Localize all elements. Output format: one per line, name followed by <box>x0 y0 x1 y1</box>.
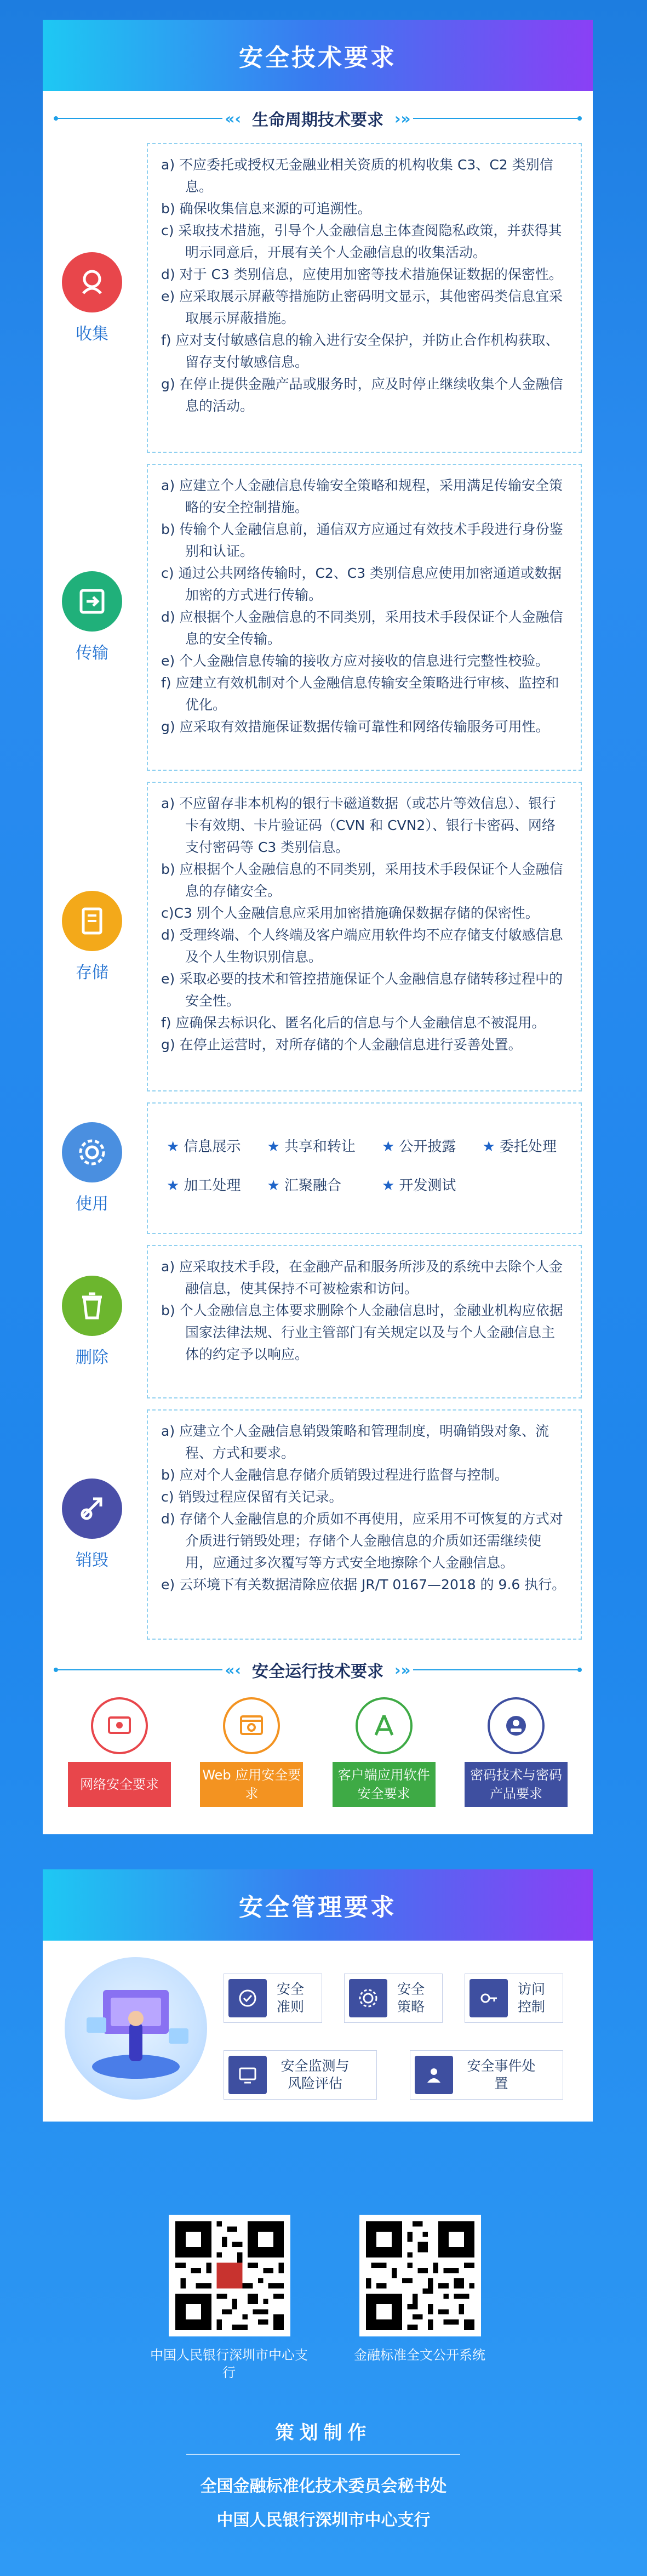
network-security-icon <box>91 1697 148 1754</box>
list-item: a) 不应留存非本机构的银行卡磁道数据（或芯片等效信息）、银行卡有效期、卡片验证码（CVN 和 CVN2）、银行卡密码、网络支付密码等 C3 类别信息。 <box>161 795 556 855</box>
list-item: c) 通过公共网络传输时，C2、C3 类别信息应使用加密通道或数据加密的方式进行传输。 <box>161 565 562 603</box>
tech-requirements-title: 安全技术要求 <box>239 44 397 72</box>
footer-divider <box>186 2454 460 2455</box>
ops-row <box>65 1697 571 1807</box>
left-arrows-icon: «‹ <box>225 109 241 128</box>
list-item: d) 对于 C3 类别信息，应使用加密等技术措施保证数据的保密性。 <box>161 266 563 282</box>
rule-icon <box>228 1979 267 2017</box>
op-web <box>197 1697 306 1807</box>
mgmt-item: 访问控制 <box>465 1974 563 2023</box>
store-items-box <box>147 782 582 1091</box>
access-control-icon <box>469 1979 508 2017</box>
use-item: ★ 开发测试 <box>382 1178 456 1194</box>
stage-use <box>54 1102 582 1234</box>
qr-caption-pbc-shenzhen: 中国人民银行深圳市中心支行 <box>150 2347 308 2380</box>
qr-caption-standard-system: 金融标准全文公开系统 <box>354 2347 485 2363</box>
web-app-icon <box>223 1697 280 1754</box>
list-item: c) 采取技术措施，引导个人金融信息主体查阅隐私政策，并获得其明示同意后，开展有关个人金融信息的收集活动。 <box>161 223 562 260</box>
delete-items-box <box>147 1245 582 1398</box>
mgmt-illustration <box>65 1957 207 2100</box>
list-item: d) 受理终端、个人终端及客户端应用软件均不应存储支付敏感信息及个人生物识别信息。 <box>161 927 563 965</box>
mgmt-requirements-title: 安全管理要求 <box>239 1893 397 1921</box>
op-client <box>329 1697 439 1807</box>
star-icon: ★ <box>267 1178 280 1194</box>
list-item: f) 应确保去标识化、匿名化后的信息与个人金融信息不被混用。 <box>161 1015 546 1031</box>
list-item: b) 应对个人金融信息存储介质销毁过程进行监督与控制。 <box>161 1467 508 1483</box>
star-icon: ★ <box>382 1178 395 1194</box>
op-web-label: Web 应用安全要求 <box>200 1762 303 1807</box>
list-item: e) 应采取展示屏蔽等措施防止密码明文显示，其他密码类信息宜采取展示屏蔽措施。 <box>161 288 563 326</box>
store-label: 存储 <box>76 963 108 982</box>
delete-icon <box>62 1276 122 1336</box>
list-item: a) 应建立个人金融信息传输安全策略和规程，采用满足传输安全策略的安全控制措施。 <box>161 477 563 515</box>
use-item: ★ 汇聚融合 <box>267 1178 341 1194</box>
list-item: b) 个人金融信息主体要求删除个人金融信息时，金融业机构应依据国家法律法规、行业主管部门有关规定以及与个人金融信息主体的约定予以响应。 <box>161 1303 563 1362</box>
mgmt-item: 安全事件处置 <box>410 2050 563 2100</box>
transmit-icon <box>62 571 122 632</box>
list-item: d) 存储个人金融信息的介质如不再使用，应采用不可恢复的方式对介质进行销毁处理；存储个人金融信息的介质如还需继续使用，应通过多次覆写等方式安全地擦除个人金融信息。 <box>161 1511 563 1571</box>
collect-icon <box>62 252 122 312</box>
list-item: g) 应采取有效措施保证数据传输可靠性和网络传输服务可用性。 <box>161 719 549 735</box>
qr-code-pbc-shenzhen[interactable] <box>169 2215 290 2336</box>
right-arrows-icon: ›» <box>394 109 411 128</box>
list-item: d) 应根据个人金融信息的不同类别，采用技术手段保证个人金融信息的安全传输。 <box>161 609 563 647</box>
list-item: b) 应根据个人金融信息的不同类别，采用技术手段保证个人金融信息的存储安全。 <box>161 861 563 899</box>
star-icon: ★ <box>167 1178 180 1194</box>
mgmt-items <box>224 1974 574 2105</box>
use-item: ★ 委托处理 <box>482 1139 557 1155</box>
tech-requirements-header <box>43 20 593 91</box>
destroy-items-box <box>147 1409 582 1640</box>
made-by-title: 策划制作 <box>275 2422 372 2444</box>
use-icon <box>62 1122 122 1182</box>
use-label: 使用 <box>76 1195 108 1214</box>
transmit-label: 传输 <box>76 644 108 663</box>
delete-label: 删除 <box>76 1348 108 1367</box>
op-crypto-label: 密码技术与密码产品要求 <box>465 1762 568 1807</box>
use-item: ★ 加工处理 <box>167 1178 241 1194</box>
stage-collect <box>54 143 582 453</box>
stage-destroy <box>54 1409 582 1640</box>
monitor-icon <box>228 2056 267 2094</box>
op-crypto <box>461 1697 571 1807</box>
right-arrows-icon: ›» <box>394 1661 411 1679</box>
list-item: g) 在停止运营时，对所存储的个人金融信息进行妥善处置。 <box>161 1037 522 1053</box>
mgmt-item: 安全监测与风险评估 <box>224 2050 377 2100</box>
use-items-box <box>147 1102 582 1234</box>
mgmt-requirements-header <box>43 1869 593 1941</box>
policy-icon <box>349 1979 387 2017</box>
list-item: e) 云环境下有关数据清除应依据 JR/T 0167—2018 的 9.6 执行。 <box>161 1577 566 1593</box>
star-icon: ★ <box>167 1139 180 1155</box>
footer-org-2: 中国人民银行深圳市中心支行 <box>216 2511 431 2530</box>
qr-code-standard-system[interactable] <box>359 2215 481 2336</box>
list-item: b) 传输个人金融信息前，通信双方应通过有效技术手段进行身份鉴别和认证。 <box>161 521 563 559</box>
use-item: ★ 共享和转让 <box>267 1139 356 1155</box>
ops-divider <box>54 1659 582 1681</box>
stage-store <box>54 782 582 1091</box>
collect-items-box <box>147 143 582 453</box>
crypto-icon <box>488 1697 545 1754</box>
store-icon <box>62 891 122 951</box>
footer-org-1: 全国金融标准化技术委员会秘书处 <box>200 2477 447 2496</box>
incident-icon <box>415 2056 453 2094</box>
list-item: c)C3 别个人金融信息应采用加密措施确保数据存储的保密性。 <box>161 905 539 921</box>
list-item: e) 采取必要的技术和管控措施保证个人金融信息存储转移过程中的安全性。 <box>161 971 563 1009</box>
lifecycle-title: 生命周期技术要求 <box>252 111 383 130</box>
list-item: a) 不应委托或授权无金融业相关资质的机构收集 C3、C2 类别信息。 <box>161 157 553 195</box>
mgmt-item: 安全策略 <box>344 1974 443 2023</box>
op-client-label: 客户端应用软件安全要求 <box>333 1762 436 1807</box>
lifecycle-divider <box>54 107 582 129</box>
list-item: c) 销毁过程应保留有关记录。 <box>161 1489 343 1505</box>
mgmt-item: 安全准则 <box>224 1974 322 2023</box>
collect-label: 收集 <box>76 324 108 344</box>
star-icon: ★ <box>482 1139 495 1155</box>
ops-title: 安全运行技术要求 <box>252 1662 383 1681</box>
mgmt-requirements-card <box>43 1869 593 2122</box>
star-icon: ★ <box>382 1139 395 1155</box>
list-item: f) 应对支付敏感信息的输入进行安全保护，并防止合作机构获取、留存支付敏感信息。 <box>161 332 559 370</box>
star-icon: ★ <box>267 1139 280 1155</box>
stage-transmit <box>54 464 582 771</box>
left-arrows-icon: «‹ <box>225 1661 241 1679</box>
use-item: ★ 信息展示 <box>167 1139 241 1155</box>
list-item: a) 应采取技术手段，在金融产品和服务所涉及的系统中去除个人金融信息，使其保持不可被检索和访问。 <box>161 1259 563 1296</box>
destroy-label: 销毁 <box>76 1551 108 1570</box>
op-network-label: 网络安全要求 <box>68 1762 171 1807</box>
list-item: f) 应建立有效机制对个人金融信息传输安全策略进行审核、监控和优化。 <box>161 675 559 713</box>
client-app-icon <box>356 1697 413 1754</box>
list-item: a) 应建立个人金融信息销毁策略和管理制度，明确销毁对象、流程、方式和要求。 <box>161 1423 549 1461</box>
list-item: e) 个人金融信息传输的接收方应对接收的信息进行完整性校验。 <box>161 653 549 669</box>
use-item: ★ 公开披露 <box>382 1139 456 1155</box>
op-network <box>65 1697 174 1807</box>
destroy-icon <box>62 1479 122 1539</box>
list-item: b) 确保收集信息来源的可追溯性。 <box>161 201 371 217</box>
stage-delete <box>54 1245 582 1398</box>
tech-requirements-card <box>43 20 593 1834</box>
transmit-items-box <box>147 464 582 771</box>
list-item: g) 在停止提供金融产品或服务时，应及时停止继续收集个人金融信息的活动。 <box>161 376 563 414</box>
